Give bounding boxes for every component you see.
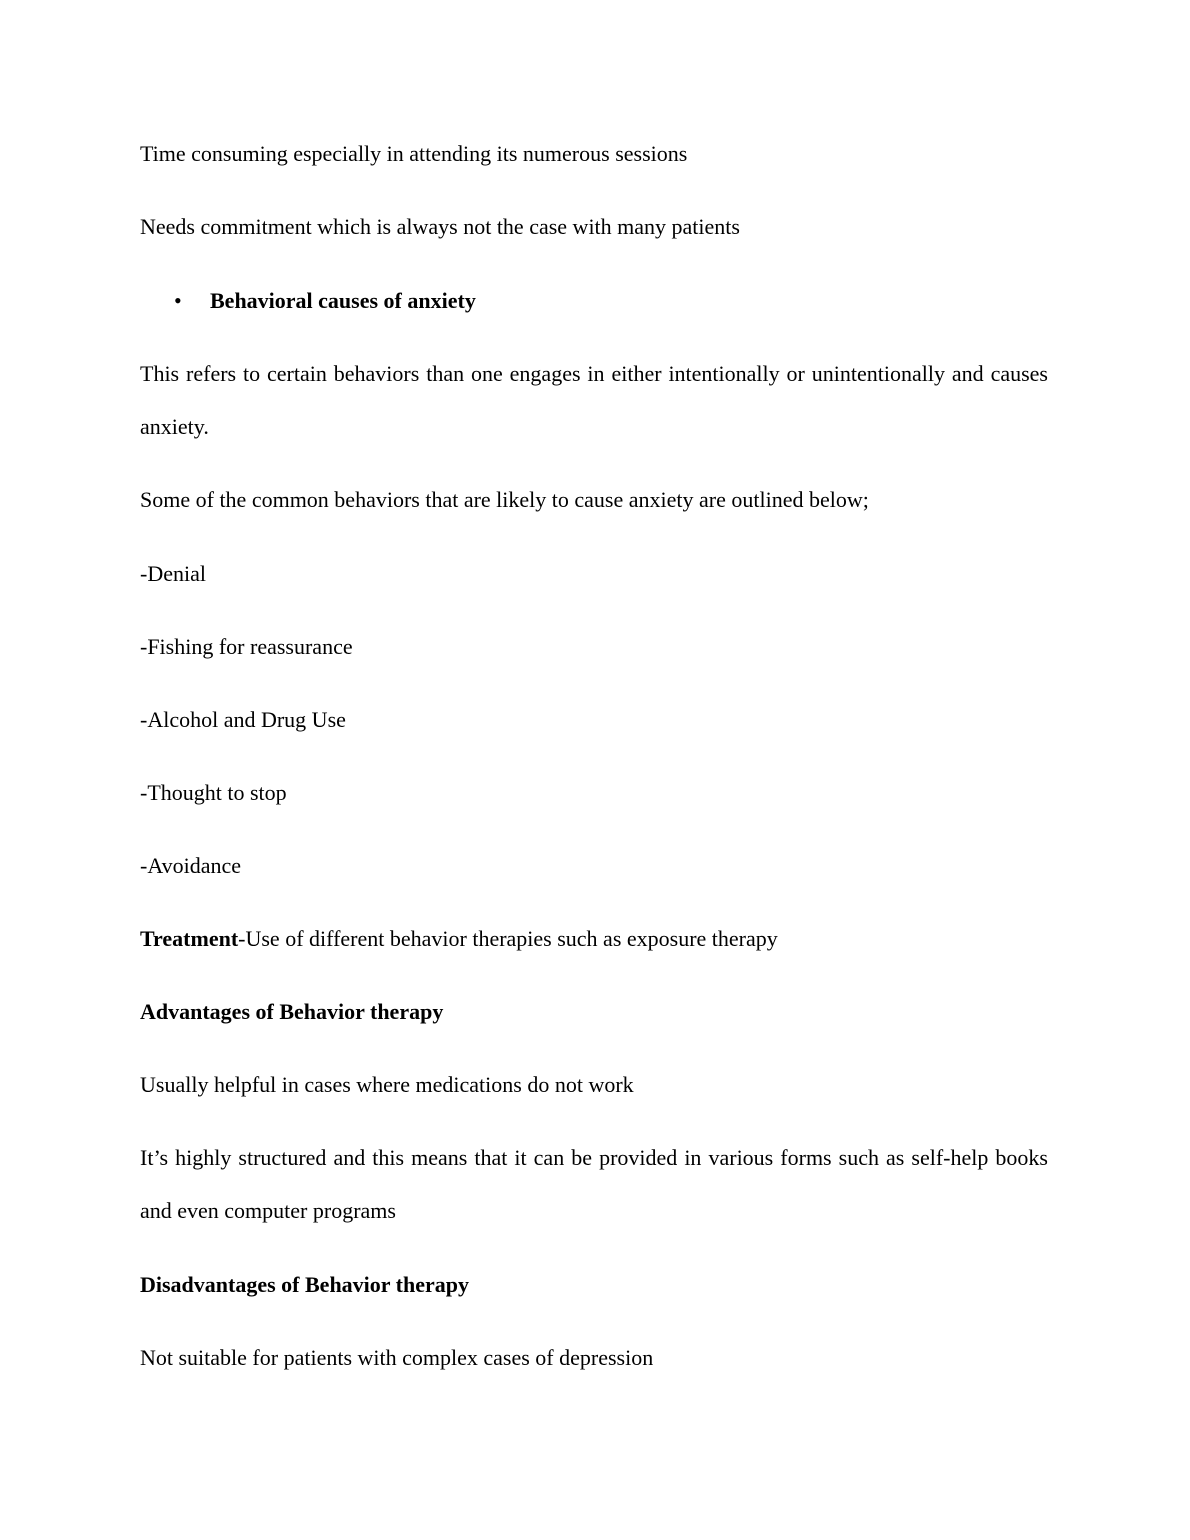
treatment-label: Treatment bbox=[140, 926, 239, 951]
text-line-advantage-1: Usually helpful in cases where medications do not work bbox=[140, 1072, 634, 1097]
list-item-avoidance: -Avoidance bbox=[140, 853, 241, 878]
heading-disadvantages: Disadvantages of Behavior therapy bbox=[140, 1272, 469, 1297]
bullet-icon: • bbox=[174, 288, 182, 313]
list-item-alcohol: -Alcohol and Drug Use bbox=[140, 707, 346, 732]
paragraph-advantage-2: It’s highly structured and this means that it can be provided in various forms such as self-help books and even computer programs bbox=[140, 1145, 1048, 1223]
treatment-line bbox=[140, 912, 1048, 965]
list-item-thought-stop: -Thought to stop bbox=[140, 780, 287, 805]
list-item-fishing: -Fishing for reassurance bbox=[140, 634, 353, 659]
text-line-needs-commitment: Needs commitment which is always not the case with many patients bbox=[140, 214, 740, 239]
section-heading-behavioral-causes: Behavioral causes of anxiety bbox=[210, 288, 476, 313]
list-item-denial: -Denial bbox=[140, 561, 206, 586]
text-line-disadvantage-1: Not suitable for patients with complex cases of depression bbox=[140, 1345, 654, 1370]
treatment-text: -Use of different behavior therapies such as exposure therapy bbox=[238, 926, 778, 951]
text-line-time-consuming: Time consuming especially in attending its numerous sessions bbox=[140, 141, 688, 166]
paragraph-behaviors-definition: This refers to certain behaviors than one engages in either intentionally or unintentionally and causes anxiety. bbox=[140, 361, 1048, 439]
heading-advantages: Advantages of Behavior therapy bbox=[140, 999, 444, 1024]
text-line-common-behaviors: Some of the common behaviors that are likely to cause anxiety are outlined below; bbox=[140, 487, 869, 512]
